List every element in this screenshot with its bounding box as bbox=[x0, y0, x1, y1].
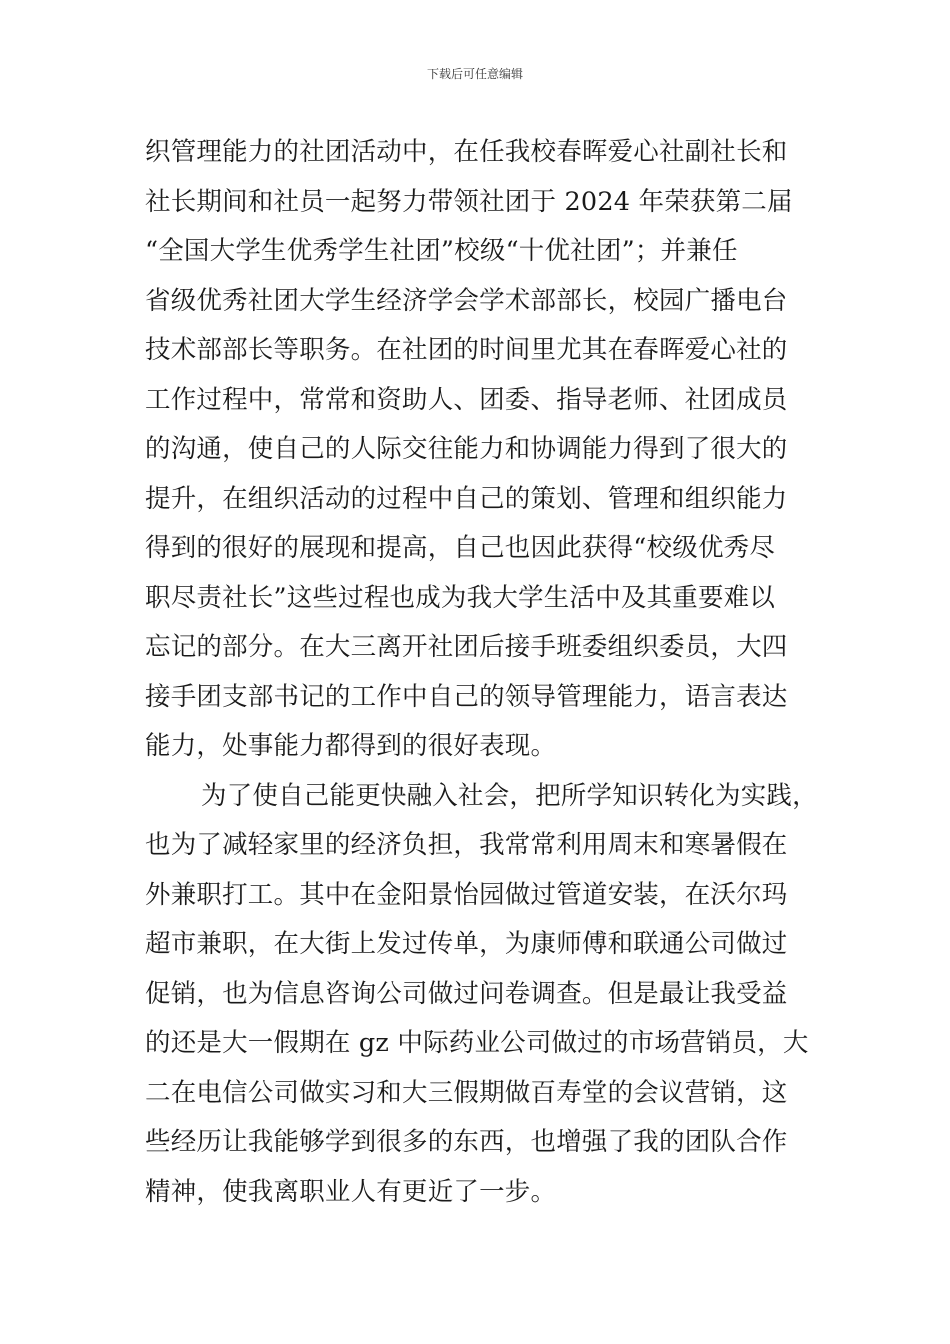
text-line: 超市兼职，在大街上发过传单，为康师傅和联通公司做过 bbox=[145, 929, 788, 959]
text-line: 精神，使我离职业人有更近了一步。 bbox=[145, 1176, 557, 1207]
text-line: 也为了减轻家里的经济负担，我常常利用周末和寒暑假在 bbox=[145, 830, 788, 860]
text-line: 社长期间和社员一起努力带领社团于 2024 年荣获第二届 bbox=[145, 186, 793, 217]
text-line: 的沟通，使自己的人际交往能力和协调能力得到了很大的 bbox=[145, 434, 788, 464]
document-body bbox=[145, 128, 818, 1217]
text-line: 技术部部长等职务。在社团的时间里尤其在春晖爱心社的 bbox=[145, 335, 788, 365]
text-line: 工作过程中，常常和资助人、团委、指导老师、社团成员 bbox=[145, 384, 788, 415]
text-line: 外兼职打工。其中在金阳景怡园做过管道安装，在沃尔玛 bbox=[145, 879, 788, 910]
text-line: 促销，也为信息咨询公司做过问卷调查。但是最让我受益 bbox=[145, 978, 788, 1009]
text-line: 忘记的部分。在大三离开社团后接手班委组织委员，大四 bbox=[145, 632, 788, 662]
text-line: 的还是大一假期在 gz 中际药业公司做过的市场营销员，大 bbox=[145, 1028, 809, 1058]
text-line: 些经历让我能够学到很多的东西，也增强了我的团队合作 bbox=[145, 1127, 788, 1157]
text-line: “全国大学生优秀学生社团”校级“十优社团”；并兼任 bbox=[145, 236, 738, 266]
text-line: 提升，在组织活动的过程中自己的策划、管理和组织能力 bbox=[145, 483, 788, 514]
text-line: 二在电信公司做实习和大三假期做百寿堂的会议营销，这 bbox=[145, 1077, 788, 1108]
text-line: 织管理能力的社团活动中，在任我校春晖爱心社副社长和 bbox=[145, 137, 788, 167]
text-line: 职尽责社长”这些过程也成为我大学生活中及其重要难以 bbox=[145, 582, 776, 613]
text-line: 接手团支部书记的工作中自己的领导管理能力，语言表达 bbox=[145, 681, 788, 712]
paragraph-first-line: 为了使自己能更快融入社会，把所学知识转化为实践， bbox=[201, 780, 818, 811]
text-line: 能力，处事能力都得到的很好表现。 bbox=[145, 731, 557, 761]
text-line: 省级优秀社团大学生经济学会学术部部长，校园广播电台 bbox=[145, 285, 788, 316]
page-header: 下载后可任意编辑 bbox=[426, 67, 523, 81]
text-line: 得到的很好的展现和提高，自己也因此获得“校级优秀尽 bbox=[145, 533, 776, 563]
